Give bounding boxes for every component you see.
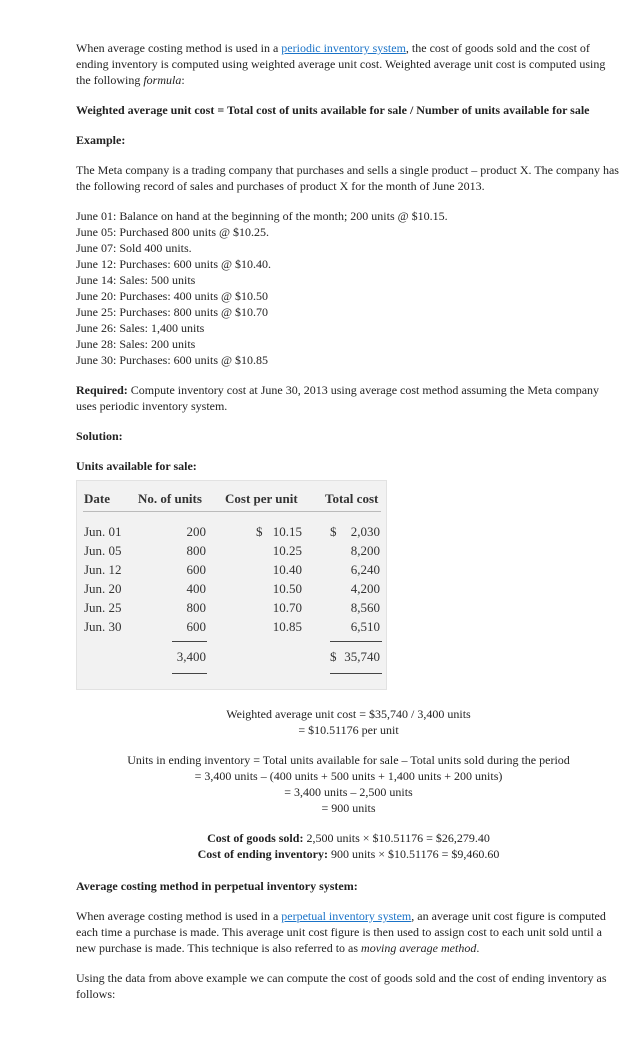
transactions-list: [76, 208, 621, 368]
cell-date: Jun. 05: [84, 543, 122, 558]
transaction-line: June 26: Sales: 1,400 units: [76, 321, 205, 335]
cell-total-cost: 2,030: [350, 524, 380, 539]
example-paragraph: The Meta company is a trading company that purchases and sells a single product – product X. The company has the following record of sales and purchases of product X for the month of June 2013.: [76, 163, 619, 193]
cogs-value: 2,500 units × $10.51176 = $26,279.40: [303, 831, 490, 845]
cell-cost-per-unit: 10.70: [272, 600, 302, 615]
header-total-cost: Total cost: [325, 491, 379, 506]
cost-total-rule: [330, 673, 382, 674]
table-row: [77, 581, 386, 599]
required-paragraph: [76, 382, 621, 414]
units-subtotal-rule: [172, 641, 207, 642]
ending-line-4: = 900 units: [321, 801, 376, 815]
perpetual-text-end: .: [476, 941, 480, 955]
table-header-row: [77, 491, 386, 509]
perpetual-text-mid: , an average unit cost figure is computed each time a purchase is made. This average unit cost figure is then used to assign cost to each unit sold until a new purchase is made. This technique is also referred to as: [76, 909, 606, 955]
cell-date: Jun. 30: [84, 619, 122, 634]
cell-total-cost: 6,510: [350, 619, 380, 634]
cell-cost-per-unit: 10.15: [272, 524, 302, 539]
cost-subtotal-rule: [330, 641, 382, 642]
table-row: [77, 619, 386, 637]
transaction-line: June 20: Purchases: 400 units @ $10.50: [76, 289, 269, 303]
transaction-line: June 01: Balance on hand at the beginning of the month; 200 units @ $10.15.: [76, 209, 448, 223]
units-available-table: [76, 480, 387, 690]
cell-date: Jun. 25: [84, 600, 122, 615]
moving-average-term: moving average method: [361, 941, 477, 955]
example-heading: Example:: [76, 133, 126, 147]
intro-paragraph: [76, 40, 621, 88]
required-label: Required:: [76, 383, 128, 397]
cogs-label: Cost of goods sold:: [207, 831, 304, 845]
document-page: [76, 40, 621, 1002]
table-total-row: [77, 649, 386, 667]
intro-text: When average costing method is used in a: [76, 41, 282, 55]
total-cost: 35,740: [344, 649, 380, 664]
cell-units: 400: [186, 581, 206, 596]
ending-units-calc: [76, 752, 621, 816]
transaction-line: June 25: Purchases: 800 units @ $10.70: [76, 305, 269, 319]
total-currency: $: [330, 649, 337, 664]
cell-total-cost: 4,200: [350, 581, 380, 596]
ending-line-1: Units in ending inventory = Total units available for sale – Total units sold during the period: [127, 753, 570, 767]
solution-heading: Solution:: [76, 429, 123, 443]
transaction-line: June 05: Purchased 800 units @ $10.25.: [76, 225, 270, 239]
results-calc: [76, 830, 621, 862]
perpetual-text: When average costing method is used in a: [76, 909, 282, 923]
transaction-line: June 30: Purchases: 600 units @ $10.85: [76, 353, 269, 367]
cell-units: 800: [186, 600, 206, 615]
intro-text-end: :: [181, 73, 185, 87]
table-row: [77, 562, 386, 580]
units-available-heading: Units available for sale:: [76, 459, 197, 473]
cell-units: 200: [186, 524, 206, 539]
ending-line-3: = 3,400 units – 2,500 units: [284, 785, 413, 799]
wauc-line-2: = $10.51176 per unit: [298, 723, 399, 737]
ending-line-2: = 3,400 units – (400 units + 500 units + 1,400 units + 200 units): [194, 769, 503, 783]
weighted-average-calc: [76, 706, 621, 738]
table-row: [77, 543, 386, 561]
header-rule: [83, 511, 381, 512]
perpetual-paragraph: [76, 908, 621, 956]
transaction-line: June 07: Sold 400 units.: [76, 241, 192, 255]
cell-currency: $: [330, 524, 337, 539]
table-row: [77, 600, 386, 618]
cell-cost-per-unit: 10.50: [272, 581, 302, 596]
cell-currency: $: [256, 524, 263, 539]
intro-text-mid: , the cost of goods sold and the cost of ending inventory is computed using weighted average unit cost. Weighted average unit cost is computed using the following: [76, 41, 606, 87]
periodic-inventory-link[interactable]: periodic inventory system: [281, 41, 406, 55]
cell-date: Jun. 12: [84, 562, 122, 577]
cell-units: 600: [186, 562, 206, 577]
header-cost-per-unit: Cost per unit: [225, 491, 298, 506]
units-total-rule: [172, 673, 207, 674]
total-units: 3,400: [176, 649, 206, 664]
transaction-line: June 28: Sales: 200 units: [76, 337, 196, 351]
wauc-line-1: Weighted average unit cost = $35,740 / 3,400 units: [226, 707, 471, 721]
cell-cost-per-unit: 10.40: [272, 562, 302, 577]
cogs-line: [76, 830, 621, 846]
cell-total-cost: 6,240: [350, 562, 380, 577]
cell-cost-per-unit: 10.25: [272, 543, 302, 558]
perpetual-heading: Average costing method in perpetual inventory system:: [76, 879, 358, 893]
ending-inventory-value: 900 units × $10.51176 = $9,460.60: [327, 847, 500, 861]
cell-cost-per-unit: 10.85: [272, 619, 302, 634]
cell-units: 600: [186, 619, 206, 634]
formula-line: Weighted average unit cost = Total cost of units available for sale / Number of units available for sale: [76, 103, 590, 117]
perpetual-inventory-link[interactable]: perpetual inventory system: [281, 909, 412, 923]
cell-total-cost: 8,200: [350, 543, 380, 558]
required-text: Compute inventory cost at June 30, 2013 using average cost method assuming the Meta company uses periodic inventory system.: [76, 383, 600, 413]
table-row: [77, 524, 386, 542]
cell-date: Jun. 20: [84, 581, 122, 596]
ending-inventory-label: Cost of ending inventory:: [197, 847, 328, 861]
formula-word: formula: [143, 73, 182, 87]
header-units: No. of units: [138, 491, 202, 506]
transaction-line: June 14: Sales: 500 units: [76, 273, 196, 287]
cell-date: Jun. 01: [84, 524, 122, 539]
ending-inventory-line: [76, 846, 621, 862]
cell-units: 800: [186, 543, 206, 558]
cell-total-cost: 8,560: [350, 600, 380, 615]
transaction-line: June 12: Purchases: 600 units @ $10.40.: [76, 257, 272, 271]
closing-paragraph: Using the data from above example we can compute the cost of goods sold and the cost of ending inventory as follows:: [76, 971, 607, 1001]
header-date: Date: [84, 491, 110, 506]
